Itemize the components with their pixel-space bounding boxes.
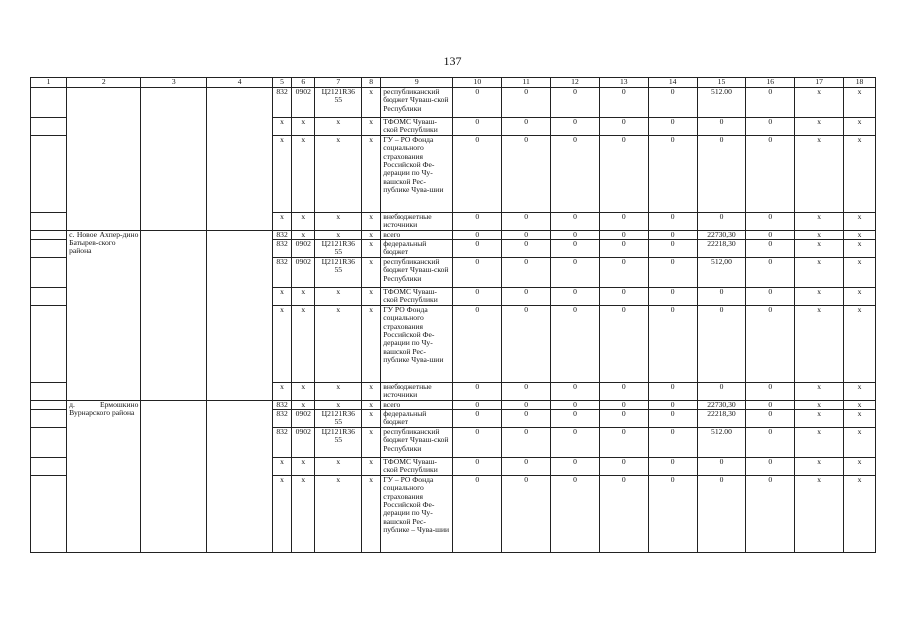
cell-c11: 0 <box>502 410 551 428</box>
cell-c16: 0 <box>746 88 795 118</box>
cell-c13: 0 <box>599 383 648 401</box>
cell-c16: 0 <box>746 476 795 553</box>
cell-c13: 0 <box>599 400 648 409</box>
cell-c13: 0 <box>599 230 648 239</box>
cell-c6: x <box>292 383 315 401</box>
cell-c7: Ц2121R36 55 <box>315 88 362 118</box>
cell-c14: 0 <box>648 428 697 458</box>
cell-c5: x <box>273 383 292 401</box>
cell-c13: 0 <box>599 136 648 213</box>
cell-c9: внебюджетные источники <box>381 213 453 231</box>
cell-c5: 832 <box>273 240 292 258</box>
cell-c10: 0 <box>453 240 502 258</box>
cell-c10: 0 <box>453 230 502 239</box>
cell-c17: x <box>795 230 844 239</box>
cell-c16: 0 <box>746 230 795 239</box>
cell-c5: 832 <box>273 410 292 428</box>
cell-c8: x <box>362 306 381 383</box>
cell-c17: x <box>795 400 844 409</box>
cell-c17: x <box>795 88 844 118</box>
cell-c17: x <box>795 213 844 231</box>
cell-c14: 0 <box>648 118 697 136</box>
cell-c16: 0 <box>746 258 795 288</box>
cell-c10: 0 <box>453 136 502 213</box>
cell-c18: x <box>844 240 876 258</box>
cell-c15: 512,00 <box>697 258 746 288</box>
cell-c16: 0 <box>746 410 795 428</box>
cell-c13: 0 <box>599 428 648 458</box>
cell-c9: республиканский бюджет Чуваш-ской Республики <box>381 258 453 288</box>
column-number-3: 3 <box>141 78 207 88</box>
cell-c6: x <box>292 230 315 239</box>
cell-c17: x <box>795 118 844 136</box>
cell-c9: всего <box>381 400 453 409</box>
blank-cell-3 <box>141 400 207 552</box>
cell-c18: x <box>844 288 876 306</box>
cell-c18: x <box>844 410 876 428</box>
cell-c5: x <box>273 476 292 553</box>
cell-c5: x <box>273 213 292 231</box>
cell-c13: 0 <box>599 213 648 231</box>
cell-c18: x <box>844 118 876 136</box>
column-number-17: 17 <box>795 78 844 88</box>
cell-c12: 0 <box>551 410 600 428</box>
cell-c15: 512.00 <box>697 88 746 118</box>
cell-c9: ТФОМС Чуваш-ской Республики <box>381 118 453 136</box>
cell-c14: 0 <box>648 458 697 476</box>
cell-c7: x <box>315 458 362 476</box>
blank-cell-4 <box>207 400 273 552</box>
cell-c18: x <box>844 258 876 288</box>
cell-c10: 0 <box>453 88 502 118</box>
cell-c15: 0 <box>697 118 746 136</box>
cell-c15: 0 <box>697 458 746 476</box>
cell-c14: 0 <box>648 136 697 213</box>
table-row <box>31 230 876 239</box>
cell-c5: x <box>273 458 292 476</box>
cell-c11: 0 <box>502 428 551 458</box>
cell-c9: республиканский бюджет Чуваш-ской Республики <box>381 88 453 118</box>
cell-c7: x <box>315 118 362 136</box>
cell-c7: Ц2121R36 55 <box>315 428 362 458</box>
cell-c18: x <box>844 428 876 458</box>
cell-c9: всего <box>381 230 453 239</box>
cell-c5: x <box>273 288 292 306</box>
cell-c14: 0 <box>648 476 697 553</box>
cell-c12: 0 <box>551 306 600 383</box>
cell-c10: 0 <box>453 306 502 383</box>
cell-c15: 0 <box>697 213 746 231</box>
cell-c6: x <box>292 400 315 409</box>
cell-c6: 0902 <box>292 240 315 258</box>
cell-c18: x <box>844 383 876 401</box>
row-number-cell <box>31 213 67 231</box>
header-row <box>31 78 876 88</box>
cell-c11: 0 <box>502 476 551 553</box>
cell-c5: 832 <box>273 258 292 288</box>
cell-c8: x <box>362 476 381 553</box>
cell-c13: 0 <box>599 476 648 553</box>
cell-c10: 0 <box>453 428 502 458</box>
cell-c10: 0 <box>453 118 502 136</box>
cell-c11: 0 <box>502 230 551 239</box>
cell-c13: 0 <box>599 288 648 306</box>
cell-c14: 0 <box>648 258 697 288</box>
cell-c18: x <box>844 88 876 118</box>
cell-c15: 0 <box>697 136 746 213</box>
cell-c16: 0 <box>746 288 795 306</box>
column-number-4: 4 <box>207 78 273 88</box>
cell-c12: 0 <box>551 240 600 258</box>
cell-c12: 0 <box>551 288 600 306</box>
cell-c6: x <box>292 136 315 213</box>
cell-c6: x <box>292 458 315 476</box>
cell-c12: 0 <box>551 118 600 136</box>
cell-c14: 0 <box>648 240 697 258</box>
row-number-cell <box>31 230 67 239</box>
cell-c9: ГУ РО Фонда социального страхования Российской Фе-дерации по Чу-вашской Рес-публике Чува-шии <box>381 306 453 383</box>
cell-c7: x <box>315 230 362 239</box>
cell-c7: x <box>315 213 362 231</box>
cell-c8: x <box>362 240 381 258</box>
cell-c11: 0 <box>502 136 551 213</box>
row-number-cell <box>31 288 67 306</box>
cell-c12: 0 <box>551 230 600 239</box>
row-number-cell <box>31 410 67 428</box>
territory-cell <box>67 88 141 231</box>
cell-c12: 0 <box>551 428 600 458</box>
cell-c16: 0 <box>746 136 795 213</box>
cell-c7: x <box>315 288 362 306</box>
cell-c17: x <box>795 458 844 476</box>
cell-c6: 0902 <box>292 428 315 458</box>
cell-c15: 0 <box>697 306 746 383</box>
cell-c10: 0 <box>453 458 502 476</box>
cell-c12: 0 <box>551 88 600 118</box>
cell-c10: 0 <box>453 288 502 306</box>
cell-c6: x <box>292 213 315 231</box>
cell-c16: 0 <box>746 400 795 409</box>
cell-c10: 0 <box>453 476 502 553</box>
row-number-cell <box>31 400 67 409</box>
cell-c8: x <box>362 288 381 306</box>
row-number-cell <box>31 118 67 136</box>
cell-c17: x <box>795 240 844 258</box>
cell-c17: x <box>795 410 844 428</box>
cell-c11: 0 <box>502 400 551 409</box>
cell-c5: 832 <box>273 428 292 458</box>
cell-c10: 0 <box>453 400 502 409</box>
cell-c7: x <box>315 136 362 213</box>
cell-c16: 0 <box>746 458 795 476</box>
territory-cell: с. Новое Ахпер-дино Батырев-ского района <box>67 230 141 400</box>
cell-c7: x <box>315 383 362 401</box>
cell-c8: x <box>362 458 381 476</box>
cell-c8: x <box>362 136 381 213</box>
cell-c13: 0 <box>599 258 648 288</box>
territory-cell: д. Ермошкино Вурнарского района <box>67 400 141 552</box>
cell-c17: x <box>795 306 844 383</box>
cell-c5: x <box>273 136 292 213</box>
cell-c9: ТФОМС Чуваш-ской Республики <box>381 288 453 306</box>
cell-c11: 0 <box>502 383 551 401</box>
cell-c11: 0 <box>502 458 551 476</box>
cell-c7: Ц2121R36 55 <box>315 240 362 258</box>
cell-c13: 0 <box>599 306 648 383</box>
cell-c17: x <box>795 136 844 213</box>
cell-c6: 0902 <box>292 258 315 288</box>
cell-c6: x <box>292 118 315 136</box>
cell-c7: Ц2121R36 55 <box>315 410 362 428</box>
cell-c8: x <box>362 213 381 231</box>
cell-c13: 0 <box>599 458 648 476</box>
blank-cell-4 <box>207 88 273 231</box>
cell-c11: 0 <box>502 213 551 231</box>
cell-c8: x <box>362 88 381 118</box>
cell-c15: 22730,30 <box>697 400 746 409</box>
cell-c15: 0 <box>697 383 746 401</box>
cell-c12: 0 <box>551 383 600 401</box>
cell-c15: 0 <box>697 288 746 306</box>
row-number-cell <box>31 476 67 553</box>
cell-c16: 0 <box>746 306 795 383</box>
cell-c15: 512.00 <box>697 428 746 458</box>
column-number-2: 2 <box>67 78 141 88</box>
cell-c16: 0 <box>746 428 795 458</box>
cell-c10: 0 <box>453 258 502 288</box>
cell-c13: 0 <box>599 410 648 428</box>
cell-c8: x <box>362 118 381 136</box>
row-number-cell <box>31 383 67 401</box>
cell-c14: 0 <box>648 230 697 239</box>
cell-c15: 22218,30 <box>697 240 746 258</box>
cell-c14: 0 <box>648 306 697 383</box>
row-number-cell <box>31 306 67 383</box>
cell-c6: 0902 <box>292 410 315 428</box>
cell-c14: 0 <box>648 288 697 306</box>
cell-c18: x <box>844 136 876 213</box>
cell-c18: x <box>844 476 876 553</box>
cell-c9: ГУ – РО Фонда социального страхования Российской Фе-дерации по Чу-вашской Рес-публике Чува-шии <box>381 136 453 213</box>
cell-c17: x <box>795 428 844 458</box>
cell-c8: x <box>362 258 381 288</box>
cell-c17: x <box>795 258 844 288</box>
column-number-1: 1 <box>31 78 67 88</box>
cell-c5: 832 <box>273 400 292 409</box>
blank-cell-3 <box>141 88 207 231</box>
column-number-5: 5 <box>273 78 292 88</box>
cell-c6: x <box>292 476 315 553</box>
cell-c11: 0 <box>502 288 551 306</box>
cell-c18: x <box>844 458 876 476</box>
cell-c17: x <box>795 476 844 553</box>
blank-cell-3 <box>141 230 207 400</box>
cell-c11: 0 <box>502 306 551 383</box>
cell-c9: ГУ – РО Фонда социального страхования Российской Фе-дерации по Чу-вашской Рес-публике – Чува-шии <box>381 476 453 553</box>
column-number-10: 10 <box>453 78 502 88</box>
column-number-7: 7 <box>315 78 362 88</box>
cell-c8: x <box>362 428 381 458</box>
row-number-cell <box>31 258 67 288</box>
cell-c14: 0 <box>648 88 697 118</box>
cell-c16: 0 <box>746 240 795 258</box>
row-number-cell <box>31 458 67 476</box>
cell-c8: x <box>362 410 381 428</box>
cell-c13: 0 <box>599 88 648 118</box>
cell-c14: 0 <box>648 213 697 231</box>
cell-c13: 0 <box>599 118 648 136</box>
row-number-cell <box>31 240 67 258</box>
cell-c12: 0 <box>551 136 600 213</box>
cell-c7: Ц2121R36 55 <box>315 258 362 288</box>
cell-c10: 0 <box>453 383 502 401</box>
cell-c18: x <box>844 306 876 383</box>
cell-c9: ТФОМС Чуваш-ской Республики <box>381 458 453 476</box>
cell-c5: 832 <box>273 230 292 239</box>
cell-c14: 0 <box>648 400 697 409</box>
cell-c11: 0 <box>502 240 551 258</box>
cell-c18: x <box>844 230 876 239</box>
blank-cell-4 <box>207 230 273 400</box>
column-number-18: 18 <box>844 78 876 88</box>
cell-c12: 0 <box>551 458 600 476</box>
cell-c15: 0 <box>697 476 746 553</box>
cell-c18: x <box>844 400 876 409</box>
cell-c6: x <box>292 306 315 383</box>
cell-c8: x <box>362 400 381 409</box>
cell-c15: 22730,30 <box>697 230 746 239</box>
budget-table <box>30 77 876 553</box>
column-number-13: 13 <box>599 78 648 88</box>
cell-c18: x <box>844 213 876 231</box>
cell-c9: республиканский бюджет Чуваш-ской Республики <box>381 428 453 458</box>
cell-c7: x <box>315 476 362 553</box>
cell-c12: 0 <box>551 476 600 553</box>
cell-c16: 0 <box>746 118 795 136</box>
table-row <box>31 400 876 409</box>
cell-c17: x <box>795 288 844 306</box>
column-number-16: 16 <box>746 78 795 88</box>
row-number-cell <box>31 88 67 118</box>
cell-c7: x <box>315 306 362 383</box>
cell-c12: 0 <box>551 400 600 409</box>
row-number-cell <box>31 428 67 458</box>
cell-c11: 0 <box>502 118 551 136</box>
cell-c15: 22218,30 <box>697 410 746 428</box>
cell-c16: 0 <box>746 213 795 231</box>
cell-c12: 0 <box>551 213 600 231</box>
page-number: 137 <box>443 54 462 68</box>
cell-c16: 0 <box>746 383 795 401</box>
cell-c13: 0 <box>599 240 648 258</box>
row-number-cell <box>31 136 67 213</box>
column-number-11: 11 <box>502 78 551 88</box>
column-number-9: 9 <box>381 78 453 88</box>
cell-c7: x <box>315 400 362 409</box>
column-number-6: 6 <box>292 78 315 88</box>
cell-c9: федеральный бюджет <box>381 410 453 428</box>
cell-c11: 0 <box>502 88 551 118</box>
cell-c17: x <box>795 383 844 401</box>
cell-c11: 0 <box>502 258 551 288</box>
cell-c5: 832 <box>273 88 292 118</box>
cell-c10: 0 <box>453 213 502 231</box>
column-number-8: 8 <box>362 78 381 88</box>
column-number-14: 14 <box>648 78 697 88</box>
cell-c9: внебюджетные источники <box>381 383 453 401</box>
cell-c6: 0902 <box>292 88 315 118</box>
cell-c9: федеральный бюджет <box>381 240 453 258</box>
cell-c14: 0 <box>648 410 697 428</box>
cell-c8: x <box>362 383 381 401</box>
cell-c6: x <box>292 288 315 306</box>
cell-c10: 0 <box>453 410 502 428</box>
column-number-15: 15 <box>697 78 746 88</box>
cell-c5: x <box>273 306 292 383</box>
cell-c12: 0 <box>551 258 600 288</box>
cell-c5: x <box>273 118 292 136</box>
column-number-12: 12 <box>551 78 600 88</box>
table-row <box>31 88 876 118</box>
cell-c8: x <box>362 230 381 239</box>
cell-c14: 0 <box>648 383 697 401</box>
